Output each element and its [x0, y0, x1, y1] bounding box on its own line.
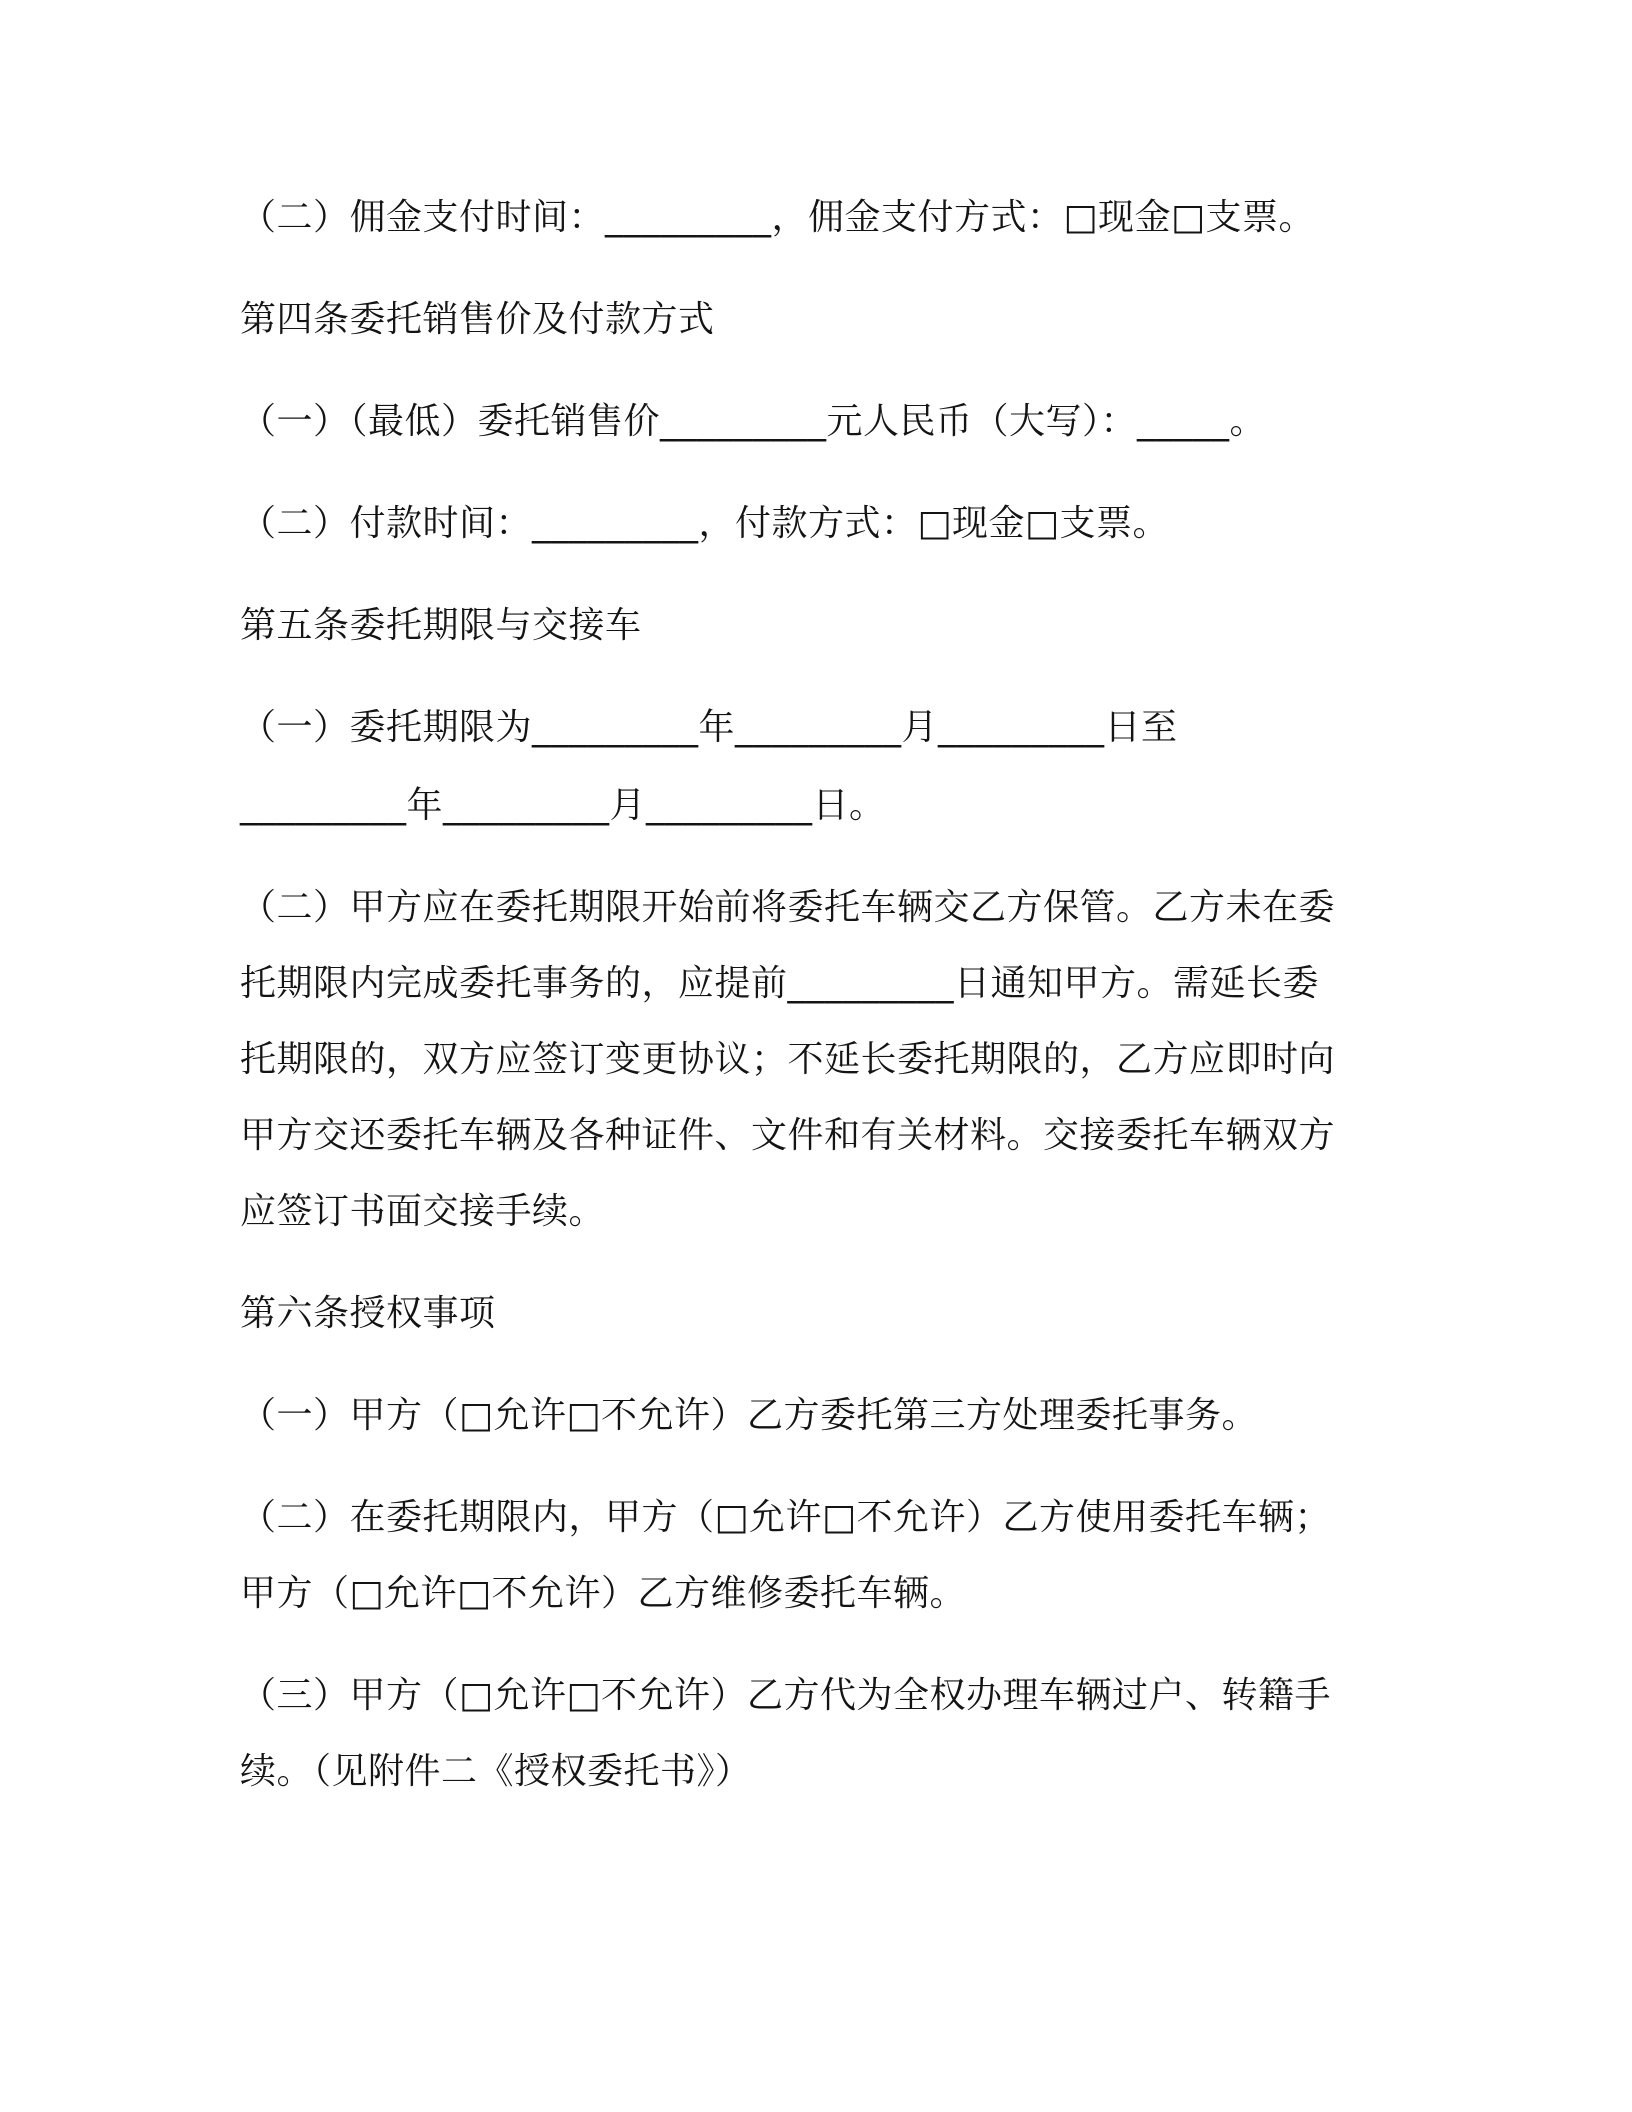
minimum-sale-price-clause: （一）（最低）委托销售价_________元人民币（大写）：_____。: [240, 401, 1267, 442]
third-party-authorization-clause: （一）甲方（□允许□不允许）乙方委托第三方处理委托事务。: [240, 1395, 1259, 1436]
vehicle-use-authorization-line-2: 甲方（□允许□不允许）乙方维修委托车辆。: [240, 1573, 967, 1614]
vehicle-use-authorization-line-1: （二）在委托期限内，甲方（□允许□不允许）乙方使用委托车辆；: [240, 1497, 1332, 1538]
commission-payment-clause: （二）佣金支付时间：_________，佣金支付方式：□现金□支票。: [240, 197, 1316, 238]
article-6-heading: 第六条授权事项: [240, 1293, 496, 1334]
vehicle-handover-clause-line-3: 托期限的，双方应签订变更协议；不延长委托期限的，乙方应即时向: [240, 1039, 1336, 1080]
transfer-authorization-line-2: 续。（见附件二《授权委托书》）: [240, 1751, 752, 1792]
vehicle-handover-clause-line-4: 甲方交还委托车辆及各种证件、文件和有关材料。交接委托车辆双方: [240, 1115, 1336, 1156]
transfer-authorization-line-1: （三）甲方（□允许□不允许）乙方代为全权办理车辆过户、转籍手: [240, 1675, 1332, 1716]
entrustment-period-clause-line-1: （一）委托期限为_________年_________月_________日至: [240, 707, 1178, 748]
article-4-heading: 第四条委托销售价及付款方式: [240, 299, 715, 340]
article-5-heading: 第五条委托期限与交接车: [240, 605, 642, 646]
entrustment-period-clause-line-2: _________年_________月_________日。: [240, 785, 886, 826]
vehicle-handover-clause-line-5: 应签订书面交接手续。: [240, 1191, 606, 1232]
payment-time-clause: （二）付款时间：_________，付款方式：□现金□支票。: [240, 503, 1170, 544]
vehicle-handover-clause-line-1: （二）甲方应在委托期限开始前将委托车辆交乙方保管。乙方未在委: [240, 887, 1336, 928]
vehicle-handover-clause-line-2: 托期限内完成委托事务的，应提前_________日通知甲方。需延长委: [240, 963, 1320, 1004]
